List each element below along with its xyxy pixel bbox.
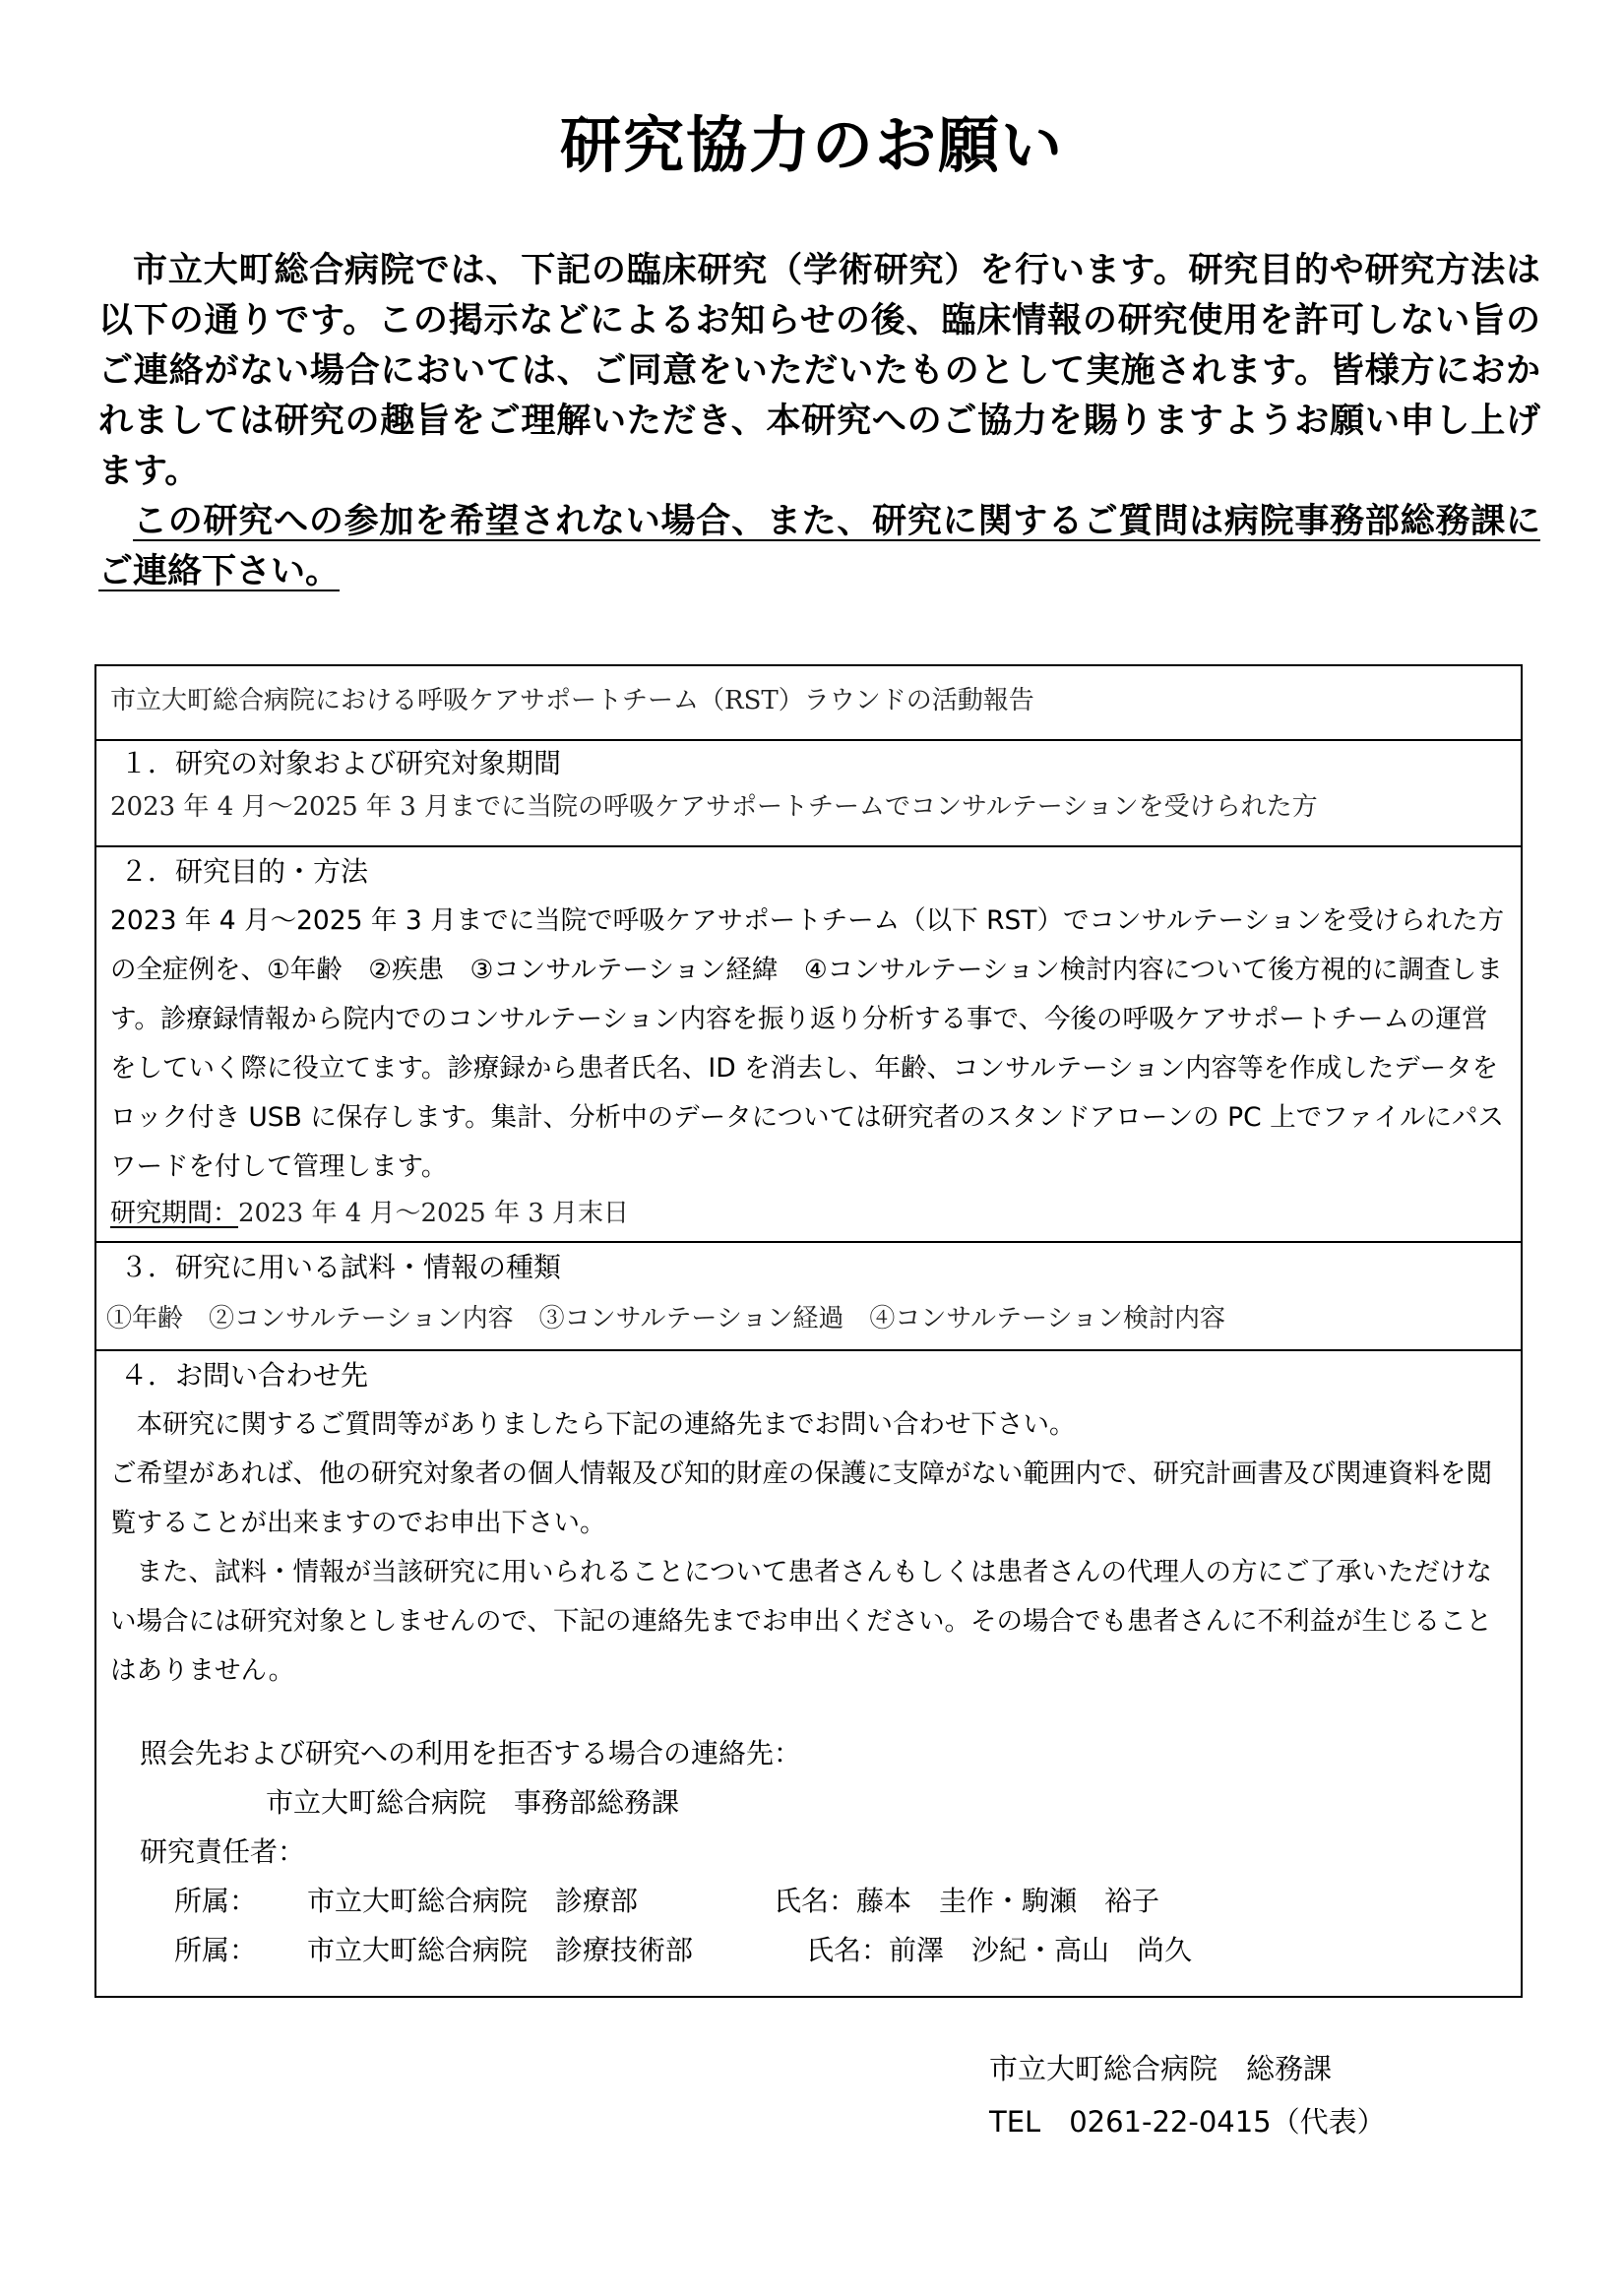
study-period-value: 2023 年 4 月～2025 年 3 月末日 [238,1199,630,1228]
footer-org: 市立大町総合病院 総務課 [989,2052,1333,2085]
section4-para3: また、試料・情報が当該研究に用いられることについて患者さんもしくは患者さんの代理人の方にご了承いただけない場合には研究対象としませんので、下記の連絡先までお申出ください。その場合でも患者さんに不利益が生じることはありません。 [110,1557,1492,1686]
section-data-types [96,1241,1521,1349]
contact-value: 市立大町総合病院 事務部総務課 [266,1786,680,1819]
intro-paragraph-1: 市立大町総合病院では、下記の臨床研究（学術研究）を行います。研究目的や研究方法は以下の通りです。この掲示などによるお知らせの後、臨床情報の研究使用を許可しない旨のご連絡がない場合においては、ご同意をいただいたものとして実施されます。皆様方におかれましては研究の趣旨をご理解いただき、本研究へのご協力を賜りますようお願い申し上げます。 [98,251,1540,491]
contact-label: 照会先および研究への利用を拒否する場合の連絡先： [140,1737,802,1769]
section4-para2: ご希望があれば、他の研究対象者の個人情報及び知的財産の保護に支障がない範囲内で、研究計画書及び関連資料を閲覧することが出来ますのでお申出下さい。 [110,1458,1492,1538]
opt-out-notice: この研究への参加を希望されない場合、また、研究に関するご質問は病院事務部総務課にご連絡下さい。 [98,502,1540,591]
researcher1-affiliation: 市立大町総合病院 診療部 [307,1885,639,1917]
study-info-table [94,664,1523,1998]
section-target-period [96,739,1521,845]
footer-contact [989,2042,1403,2148]
researcher-2 [110,1926,1521,1975]
researcher1-name-label: 氏名： [774,1885,857,1917]
page-title: 研究協力のお願い [559,109,1064,181]
researcher2-name: 前澤 沙紀・高山 尚久 [889,1934,1193,1966]
researcher-label: 研究責任者： [140,1835,306,1868]
section-contact [96,1349,1521,1994]
study-title-row [96,666,1521,739]
section2-heading: ２．研究目的・方法 [120,855,369,888]
footer-tel: TEL 0261-22-0415（代表） [989,2105,1386,2139]
section2-body: 2023 年 4 月～2025 年 3 月までに当院で呼吸ケアサポートチーム（以下 RST）でコンサルテーションを受けられた方の全症例を、①年齢 ②疾患 ③コンサルテーション経緯 ④コンサルテーション検討内容について後方視的に調査します。診療録情報から院内でのコンサルテーション内容を振り返り分析する事で、今後の呼吸ケアサポートチームの運営をしていく際に役立てます。診療録から患者氏名、ID を消去し、年齢、コンサルテーション内容等を作成したデータをロック付き USB に保存します。集計、分析中のデータについては研究者のスタンドアローンの PC 上でファイルにパスワードを付して管理します。 [110,905,1505,1182]
intro-paragraph-2 [98,497,1540,597]
researcher-1 [110,1877,1521,1926]
study-period-label: 研究期間： [110,1199,239,1228]
researcher2-affiliation-label: 所属： [174,1934,258,1966]
researcher2-name-label: 氏名： [806,1934,890,1966]
section-purpose-method [96,845,1521,1241]
section4-para1: 本研究に関するご質問等がありましたら下記の連絡先までお問い合わせ下さい。 [136,1409,1076,1440]
researcher1-name: 藤本 圭作・駒瀬 裕子 [856,1885,1160,1917]
researcher2-affiliation: 市立大町総合病院 診療技術部 [307,1934,694,1966]
section1-heading: １．研究の対象および研究対象期間 [120,747,562,779]
section4-heading: ４．お問い合わせ先 [120,1359,369,1392]
section3-heading: ３．研究に用いる試料・情報の種類 [120,1251,562,1283]
intro-text [98,246,1540,597]
study-period [110,1192,1521,1235]
section3-body: ①年齢 ②コンサルテーション内容 ③コンサルテーション経過 ④コンサルテーション検討内容 [106,1304,1225,1334]
study-title: 市立大町総合病院における呼吸ケアサポートチーム（RST）ラウンドの活動報告 [110,686,1034,715]
section1-body: 2023 年 4 月～2025 年 3 月までに当院の呼吸ケアサポートチームでコンサルテーションを受けられた方 [110,792,1318,822]
researcher1-affiliation-label: 所属： [174,1885,258,1917]
